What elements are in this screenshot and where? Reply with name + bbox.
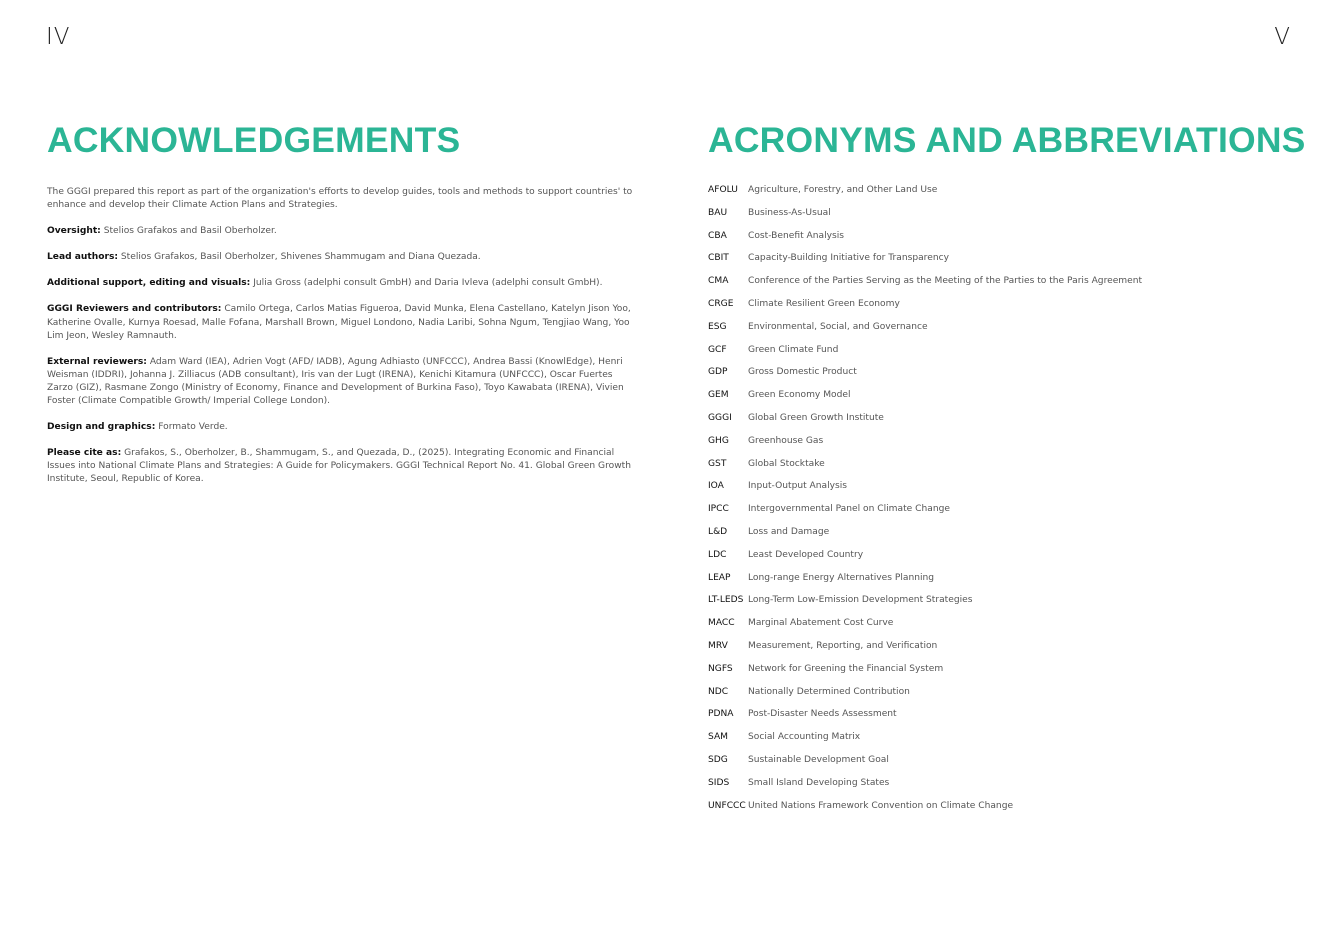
ack-section-text: Stelios Grafakos and Basil Oberholzer. [100,226,277,237]
acronym-abbr: SAM [708,732,729,743]
acronym-row [708,686,1142,709]
acronym-definition: Measurement, Reporting, and Verification [748,640,938,651]
acronym-definition: Input-Output Analysis [748,481,848,492]
acronym-definition: United Nations Framework Convention on Climate Change [748,800,1014,811]
ack-section [47,356,637,408]
acronym-abbr: AFOLU [708,185,738,195]
ack-section-text: Adam Ward (IEA), Adrien Vogt (AFD/ IADB), Agung Adhiasto (UNFCCC), Andrea Bassi (KnowlEdge), Henri Weisman (IDDRI), Johanna J. Zilliacus (ADB consultant), Iris van der Lugt (IRENA), Kenichi Kitamura (UNFCCC), Oscar Fuertes Zarzo (GIZ), Rasmane Zongo (Ministry of Economy, Finance and Development of Burkina Faso), Toyo Kawabata (IRENA), Vivien Foster (Climate Compatible Growth/ Imperial College London). [47,356,624,407]
intro-paragraph: The GGGI prepared this report as part of the organization's efforts to develop guides, tools and methods to support countries' to enhance and develop their Climate Action Plans and Strategies. [47,187,633,211]
acronym-definition: Nationally Determined Contribution [748,686,910,697]
ack-section [47,447,637,486]
acronym-definition: Cost-Benefit Analysis [748,230,845,241]
acronym-row [708,252,1142,275]
acronym-abbr: CMA [708,276,729,287]
acronym-row [708,526,1142,549]
acronym-abbr: IOA [708,481,724,492]
acronym-row [708,412,1142,435]
acronym-row [708,663,1142,686]
acronym-row [708,731,1142,754]
acronym-abbr: MRV [708,640,728,651]
acronym-definition: Marginal Abatement Cost Curve [748,618,894,629]
acronym-abbr: LEAP [708,572,731,583]
acronym-row [708,640,1142,663]
acronym-definition: Green Economy Model [748,390,851,401]
acronym-abbr: SIDS [708,777,730,788]
acronym-row [708,777,1142,800]
acknowledgements-body [47,186,637,500]
acronym-row [708,458,1142,481]
ack-section-label: Please cite as: [47,448,122,459]
ack-section [47,251,637,264]
acronym-row [708,321,1142,344]
acronym-abbr: CRGE [708,298,734,309]
acronym-definition: Agriculture, Forestry, and Other Land Use [748,185,938,195]
acronym-definition: Loss and Damage [748,526,830,537]
acronym-abbr: GCF [708,344,727,355]
ack-section [47,277,637,290]
ack-section-label: Lead authors: [47,252,118,263]
acronym-abbr: NGFS [708,663,733,674]
acronym-abbr: L&D [708,526,728,537]
acronym-abbr: CBIT [708,253,729,264]
acronym-row [708,708,1142,731]
ack-section-label: External reviewers: [47,356,147,367]
acknowledgements-title: ACKNOWLEDGEMENTS [47,120,461,160]
acronym-definition: Intergovernmental Panel on Climate Change [748,504,950,515]
acronym-definition: Global Green Growth Institute [748,412,884,423]
acronym-definition: Environmental, Social, and Governance [748,321,928,332]
acronym-row [708,617,1142,640]
acronym-definition: Greenhouse Gas [748,435,824,446]
acronym-abbr: PDNA [708,709,734,720]
acronym-row [708,230,1142,253]
acronym-abbr: GHG [708,435,729,446]
acronym-definition: Long-range Energy Alternatives Planning [748,572,935,583]
ack-section-label: GGGI Reviewers and contributors: [47,304,222,315]
ack-section-label: Additional support, editing and visuals: [47,278,251,289]
acronym-row [708,344,1142,367]
acronym-abbr: NDC [708,686,729,697]
acronym-abbr: BAU [708,207,728,218]
ack-section [47,303,637,342]
acronym-definition: Social Accounting Matrix [748,732,861,743]
acronym-definition: Conference of the Parties Serving as the Meeting of the Parties to the Paris Agreement [748,276,1143,287]
acronym-definition: Gross Domestic Product [748,367,857,378]
ack-section-label: Design and graphics: [47,422,156,433]
acronym-row [708,435,1142,458]
acronym-definition: Post-Disaster Needs Assessment [748,709,897,720]
acronym-row [708,503,1142,526]
acronym-abbr: ESG [708,321,727,332]
acronym-row [708,549,1142,572]
acronym-abbr: LT-LEDS [708,595,744,606]
acronyms-list [708,184,1142,822]
ack-section-text: Grafakos, S., Oberholzer, B., Shammugam, S., and Quezada, D., (2025). Integrating Economic and Financial Issues into National Climate Plans and Strategies: A Guide for Policymakers. GGGI Technical Report No. 41. Global Green Growth Institute, Seoul, Republic of Korea. [47,448,631,485]
acronym-definition: Small Island Developing States [748,777,890,788]
acronym-row [708,298,1142,321]
acronym-definition: Business-As-Usual [748,207,831,218]
acronym-row [708,184,1142,207]
acronym-abbr: GEM [708,390,729,401]
acronym-definition: Climate Resilient Green Economy [748,298,900,309]
acronym-row [708,275,1142,298]
ack-section [47,421,637,434]
acronym-definition: Network for Greening the Financial System [748,663,944,674]
page-number-right: V [1274,24,1291,50]
page-number-left: IV [46,24,71,50]
acronym-definition: Global Stocktake [748,458,825,469]
acronyms-title: ACRONYMS AND ABBREVIATIONS [708,120,1306,160]
ack-section-text: Julia Gross (adelphi consult GmbH) and Daria Ivleva (adelphi consult GmbH). [250,278,603,289]
acronym-definition: Least Developed Country [748,549,864,560]
acronym-row [708,366,1142,389]
acronym-abbr: UNFCCC [708,800,746,811]
acronym-row [708,800,1142,823]
acronym-definition: Sustainable Development Goal [748,754,889,765]
acronym-abbr: LDC [708,549,727,560]
acronym-abbr: GST [708,458,727,469]
acronym-definition: Long-Term Low-Emission Development Strategies [748,595,973,606]
ack-section-text: Camilo Ortega, Carlos Matias Figueroa, David Munka, Elena Castellano, Katelyn Jison Yoo, Katherine Ovalle, Kurnya Roesad, Malle Fofana, Marshall Brown, Miguel Londono, Nadia Laribi, Sohna Ngum, Tengjiao Wang, Yoo Lim Jeon, Wesley Ramnauth. [47,304,631,341]
acronym-row [708,594,1142,617]
acronym-row [708,389,1142,412]
acronym-abbr: GGGI [708,412,732,423]
acronym-abbr: MACC [708,618,735,629]
acronym-row [708,572,1142,595]
acronym-abbr: CBA [708,230,727,241]
acronym-abbr: SDG [708,754,728,765]
acronym-row [708,480,1142,503]
acronym-definition: Green Climate Fund [748,344,839,355]
ack-section-text: Formato Verde. [155,422,228,433]
ack-section-text: Stelios Grafakos, Basil Oberholzer, Shivenes Shammugam and Diana Quezada. [118,252,481,263]
acronym-abbr: IPCC [708,504,729,515]
acronym-row [708,207,1142,230]
acronym-definition: Capacity-Building Initiative for Transparency [748,253,949,264]
acronym-row [708,754,1142,777]
ack-section [47,225,637,238]
ack-section-label: Oversight: [47,226,101,237]
acronym-abbr: GDP [708,367,728,378]
